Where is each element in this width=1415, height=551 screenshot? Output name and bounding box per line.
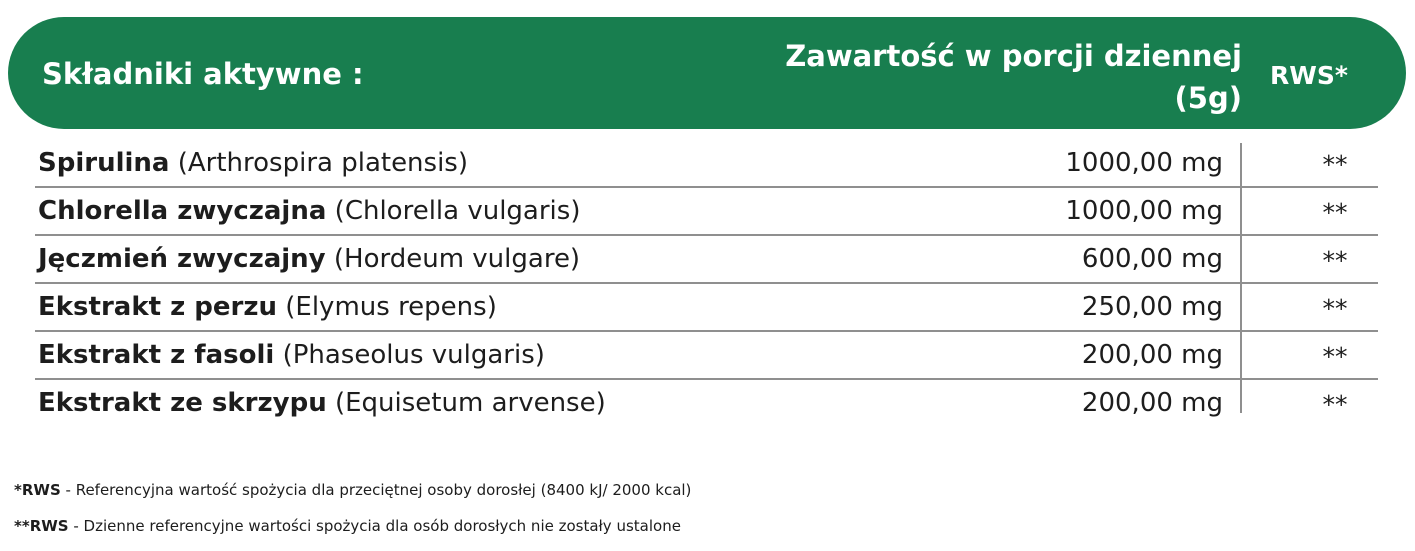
footnote-marker: *RWS xyxy=(14,481,61,499)
ingredient-dose: 600,00 mg xyxy=(1081,244,1223,274)
ingredient-rws: ** xyxy=(1322,390,1348,419)
ingredient-latin-name: (Elymus repens) xyxy=(277,292,497,322)
ingredient-rws: ** xyxy=(1322,294,1348,323)
ingredient-dose: 1000,00 mg xyxy=(1065,148,1223,178)
ingredient-name: Chlorella zwyczajna xyxy=(38,196,327,226)
footnote-rws xyxy=(14,480,691,500)
ingredient-name: Spirulina xyxy=(38,148,170,178)
footnote-text: - Referencyjna wartość spożycia dla przeciętnej osoby dorosłej (8400 kJ/ 2000 kcal) xyxy=(60,481,692,499)
table-row xyxy=(35,380,1378,426)
ingredient-rws: ** xyxy=(1322,150,1348,179)
table-row xyxy=(35,236,1378,284)
ingredient-latin-name: (Arthrospira platensis) xyxy=(169,148,468,178)
ingredient-name-cell xyxy=(38,338,545,372)
ingredient-latin-name: (Phaseolus vulgaris) xyxy=(274,340,545,370)
ingredients-column-header: Składniki aktywne : xyxy=(42,57,364,91)
ingredient-dose: 1000,00 mg xyxy=(1065,196,1223,226)
ingredient-dose: 200,00 mg xyxy=(1081,388,1223,418)
ingredient-name: Jęczmień zwyczajny xyxy=(38,244,326,274)
ingredient-latin-name: (Chlorella vulgaris) xyxy=(326,196,581,226)
column-divider xyxy=(1240,143,1242,413)
daily-dose-column-header xyxy=(785,35,1242,119)
daily-dose-header-line2: (5g) xyxy=(1174,81,1242,115)
ingredient-name-cell xyxy=(38,242,580,276)
ingredient-name-cell xyxy=(38,146,468,180)
table-header xyxy=(8,17,1406,129)
table-row xyxy=(35,284,1378,332)
ingredient-rws: ** xyxy=(1322,342,1348,371)
ingredient-dose: 250,00 mg xyxy=(1081,292,1223,322)
ingredient-rws: ** xyxy=(1322,198,1348,227)
ingredient-rws: ** xyxy=(1322,246,1348,275)
footnote-marker: **RWS xyxy=(14,517,69,535)
ingredient-dose: 200,00 mg xyxy=(1081,340,1223,370)
ingredient-name: Ekstrakt z perzu xyxy=(38,292,277,322)
daily-dose-header-line1: Zawartość w porcji dziennej xyxy=(785,39,1242,73)
ingredient-name: Ekstrakt ze skrzypu xyxy=(38,388,327,418)
ingredient-name: Ekstrakt z fasoli xyxy=(38,340,275,370)
ingredient-latin-name: (Equisetum arvense) xyxy=(326,388,606,418)
footnote-rws-double xyxy=(14,516,681,536)
ingredient-name-cell xyxy=(38,194,580,228)
ingredient-name-cell xyxy=(38,290,497,324)
ingredient-name-cell xyxy=(38,386,606,420)
table-row xyxy=(35,188,1378,236)
table-row xyxy=(35,332,1378,380)
footnote-text: - Dzienne referencyjne wartości spożycia dla osób dorosłych nie zostały ustalone xyxy=(68,517,681,535)
rws-column-header: RWS* xyxy=(1270,61,1348,90)
ingredients-table xyxy=(35,140,1378,426)
ingredient-latin-name: (Hordeum vulgare) xyxy=(325,244,581,274)
table-row xyxy=(35,140,1378,188)
